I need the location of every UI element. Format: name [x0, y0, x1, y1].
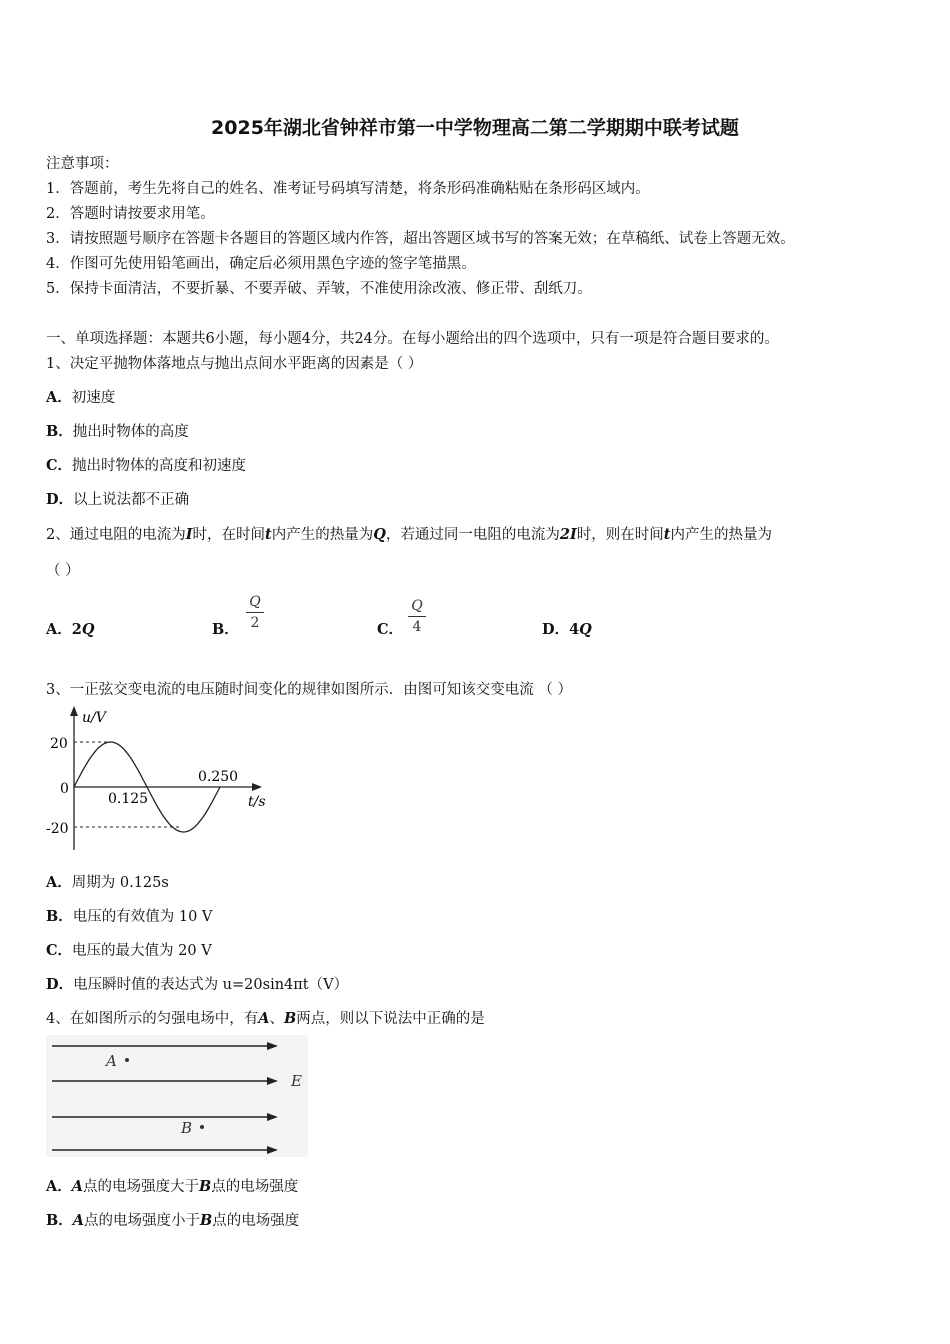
q2-options: [46, 594, 926, 648]
page-title: 2025年湖北省钟祥市第一中学物理高二第二学期期中联考试题: [211, 117, 739, 139]
field-e-label: E: [291, 1072, 302, 1090]
q2-answer-paren: （ ）: [46, 563, 80, 579]
notice-item-5: 5．保持卡面清洁，不要折暴、不要弄破、弄皱，不准使用涂改液、修正带、刮纸刀。: [46, 281, 592, 297]
y-zero-label: 0: [60, 781, 69, 797]
q3-option-b: B．电压的有效值为 10 V: [46, 908, 213, 925]
y-axis-label: u/V: [82, 710, 106, 726]
q2-option-d: D．4Q: [542, 621, 592, 638]
q2-option-c-fraction: Q 4: [406, 598, 428, 635]
q2-option-c: C．: [377, 621, 404, 638]
q1-option-d: D．以上说法都不正确: [46, 491, 190, 508]
q1-option-c: C．抛出时物体的高度和初速度: [46, 457, 247, 474]
notice-item-3: 3．请按照题号顺序在答题卡各题目的答题区域内作答，超出答题区域书写的答案无效；在草稿纸、试卷上答题无效。: [46, 231, 795, 247]
notice-item-4: 4．作图可先使用铅笔画出，确定后必须用黑色字迹的签字笔描黑。: [46, 256, 476, 272]
notice-item-1: 1．答题前，考生先将自己的姓名、准考证号码填写清楚，将条形码准确粘贴在条形码区域内。: [46, 181, 650, 197]
q3-stem: 3、一正弦交变电流的电压随时间变化的规律如图所示．由图可知该交变电流 （ ）: [46, 682, 572, 698]
q1-option-b: B．抛出时物体的高度: [46, 423, 189, 440]
q2-option-b: B．: [212, 621, 239, 638]
q3-voltage-graph: [40, 700, 280, 855]
q2-option-a: A．2Q: [46, 621, 95, 638]
y-max-label: 20: [50, 736, 68, 752]
q2-stem: 2、通过电阻的电流为I时，在时间t内产生的热量为Q，若通过同一电阻的电流为2I时，则在时间t内产生的热量为: [46, 526, 772, 543]
x-axis-arrow: [252, 783, 262, 791]
point-a-dot: [125, 1058, 129, 1062]
q1-option-a: A．初速度: [46, 389, 116, 406]
q4-stem: 4、在如图所示的匀强电场中，有A、B两点，则以下说法中正确的是: [46, 1010, 485, 1027]
notice-item-2: 2．答题时请按要求用笔。: [46, 206, 215, 222]
q2-option-b-fraction: Q 2: [244, 594, 266, 631]
q1-stem: 1、决定平抛物体落地点与抛出点间水平距离的因素是（ ）: [46, 356, 423, 372]
point-a-label: A: [106, 1052, 117, 1070]
x-mid-label: 0.125: [108, 791, 149, 807]
q4-option-a: A．A点的电场强度大于B点的电场强度: [46, 1178, 299, 1195]
q3-option-c: C．电压的最大值为 20 V: [46, 942, 212, 959]
point-b-dot: [200, 1125, 204, 1129]
q4-option-b: B．A点的电场强度小于B点的电场强度: [46, 1212, 300, 1229]
notice-heading: 注意事项：: [46, 156, 119, 172]
q4-field-figure: [46, 1035, 316, 1160]
point-b-label: B: [181, 1119, 193, 1137]
figure-background: [46, 1035, 308, 1157]
y-min-label: -20: [46, 821, 69, 837]
x-axis-label: t/s: [248, 794, 266, 810]
section-heading: 一、单项选择题：本题共6小题，每小题4分，共24分。在每小题给出的四个选项中，只有一项是符合题目要求的。: [46, 331, 779, 347]
q3-option-a: A．周期为 0.125s: [46, 874, 169, 891]
q3-option-d: D．电压瞬时值的表达式为 u=20sin4πt（V）: [46, 976, 349, 993]
x-end-label: 0.250: [198, 769, 239, 785]
y-axis-arrow: [70, 706, 78, 716]
